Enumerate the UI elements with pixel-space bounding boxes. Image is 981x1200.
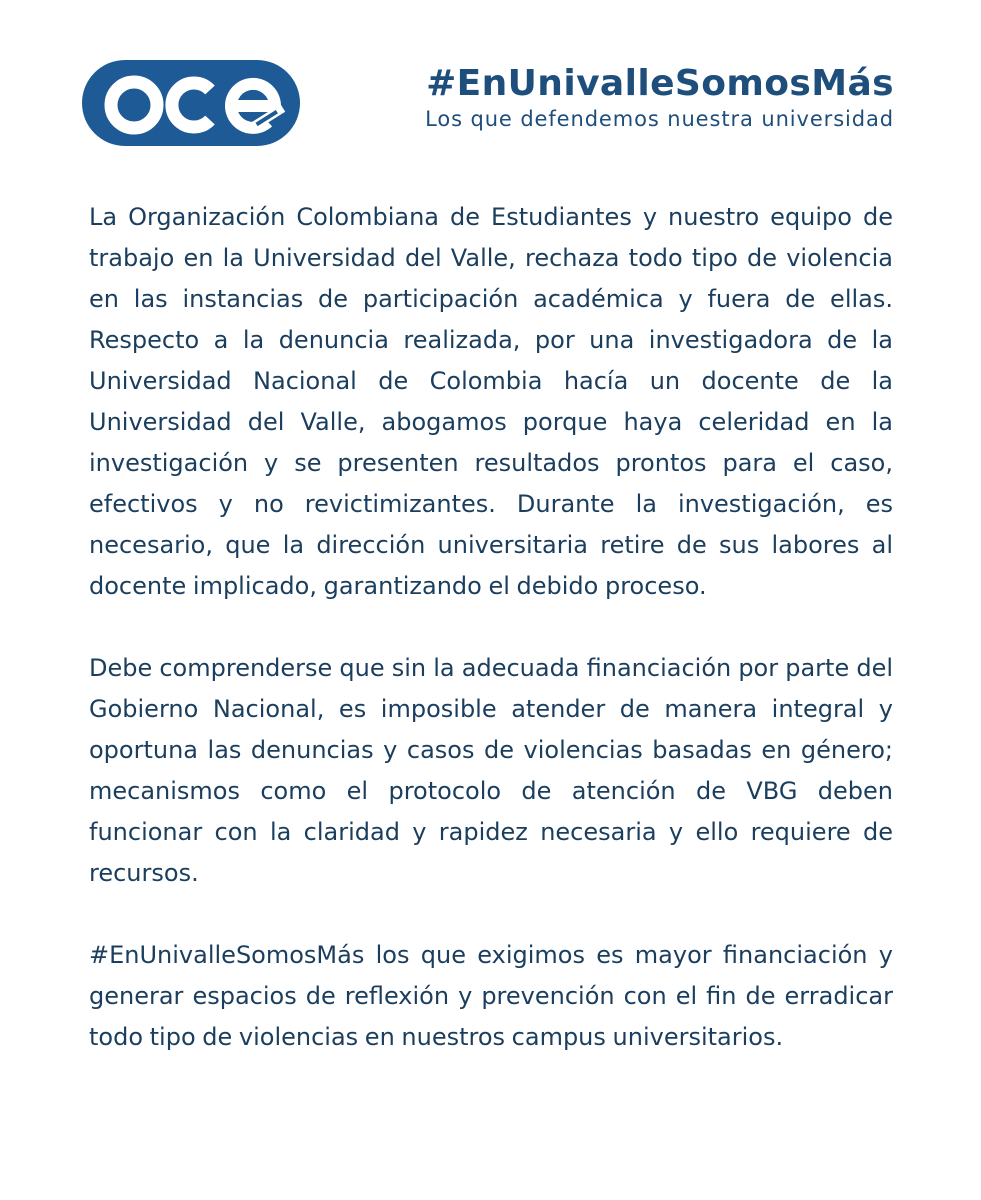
campaign-subtitle: Los que defendemos nuestra universidad xyxy=(425,107,894,131)
header xyxy=(82,60,894,146)
statement-paragraph-2: Debe comprenderse que sin la adecuada financiación por parte del Gobierno Nacional, es imposible atender de manera integral y oportuna las denuncias y casos de violencias basadas en género; mecanismos como el protocolo de atención de VBG deben funcionar con la claridad y rapidez necesaria y ello requiere de recursos. xyxy=(89,654,893,887)
oce-logo xyxy=(82,60,300,146)
statement-paragraph-3: #EnUnivalleSomosMás los que exigimos es mayor financiación y generar espacios de reflexión y prevención con el fin de erradicar todo tipo de violencias en nuestros campus universitarios. xyxy=(89,941,893,1051)
statement-paragraph-1: La Organización Colombiana de Estudiantes y nuestro equipo de trabajo en la Universidad del Valle, rechaza todo tipo de violencia en las instancias de participación académica y fuera de ellas. Respecto a la denuncia realizada, por una investigadora de la Universidad Nacional de Colombia hacía un docente de la Universidad del Valle, abogamos porque haya celeridad en la investigación y se presenten resultados prontos para el caso, efectivos y no revictimizantes. Durante la investigación, es necesario, que la dirección universitaria retire de sus labores al docente implicado, garantizando el debido proceso. xyxy=(89,203,893,600)
header-tagline xyxy=(350,62,894,132)
statement-body xyxy=(89,197,893,1058)
campaign-hashtag: #EnUnivalleSomosMás xyxy=(426,63,894,104)
